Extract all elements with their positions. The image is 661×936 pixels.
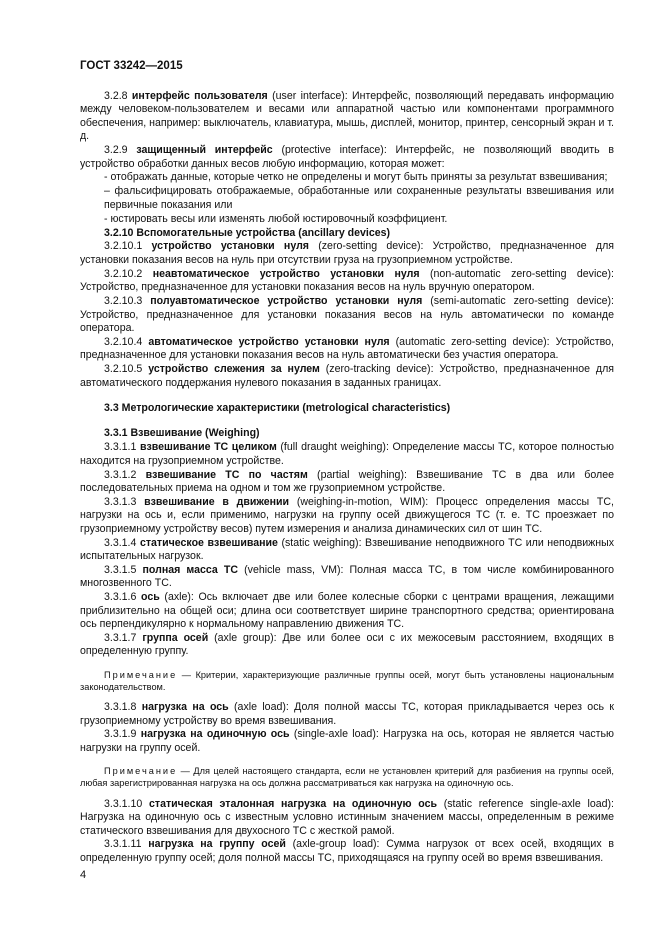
clause-number: 3.3.1.5 — [104, 563, 143, 576]
paragraph-3-3-1-8 — [80, 701, 614, 728]
paragraph-3-2-8 — [80, 90, 614, 144]
paragraph-3-2-10-3 — [80, 295, 614, 335]
term: автоматическое устройство установки нуля — [148, 335, 390, 348]
paragraph-3-3-1-4 — [80, 537, 614, 564]
clause-number: 3.3.1.1 — [104, 441, 141, 454]
definition: (axle-group load): Сумма нагрузок от всех осей, входящих в определенную группу осей; доля полной массы ТС, приходящаяся на группу осей во время взвешивания. — [80, 838, 614, 864]
paragraph-3-3-1-6 — [80, 591, 614, 631]
definition: (zero-tracking device): Устройство, предназначенное для автоматического поддержания нулевого показания в заданных границах. — [80, 363, 615, 389]
definition: (weighing-in-motion, WIM): Процесс определения массы ТС, нагрузки на ось и, если применимо, нагрузки на группу осей движущегося ТС (т. е. ТС проезжает по грузоприемному устройству весов) путем измерения и анализа динамических сил от шин ТС. — [80, 495, 614, 535]
term: статическое взвешивание — [139, 536, 278, 549]
note-1 — [80, 669, 614, 693]
page-number: 4 — [80, 869, 87, 881]
clause-number: 3.3.1.10 — [104, 797, 149, 810]
paragraph-3-3-1-1 — [80, 441, 614, 468]
term: статическая эталонная нагрузка на одиночную ось — [149, 797, 438, 810]
term: нагрузка на группу осей — [148, 838, 286, 851]
paragraph-3-2-10-1 — [80, 240, 614, 267]
document-header: ГОСТ 33242—2015 — [80, 60, 183, 72]
definition: (axle group): Две или более оси с их межосевым расстоянием, входящих в определенную группу. — [80, 631, 614, 658]
paragraph-3-3-1-9 — [80, 728, 614, 755]
term: взвешивание ТС по частям — [145, 468, 308, 481]
note-text: — Для целей настоящего стандарта, если не установлен критерий для разбиения на группы осей, любая зарегистрированная нагрузка на ось должна рассматриваться как нагрузка на одиночную ось. — [80, 766, 614, 789]
section-heading-3-2-10: 3.2.10 Вспомогательные устройства (ancillary devices) — [104, 226, 391, 239]
definition: (full draught weighing): Определение массы ТС, которое полностью находится на грузоприемном устройстве. — [80, 441, 614, 467]
term: устройство слежения за нулем — [148, 363, 320, 376]
paragraph-3-3-1-2 — [80, 469, 614, 496]
term: нагрузка на ось — [141, 701, 229, 714]
definition: (semi-automatic zero-setting device): Устройство, предназначенное для установки показания весов на нуль автоматически по команде оператора. — [80, 295, 615, 334]
paragraph-3-2-10-5 — [80, 363, 614, 390]
definition: (user interface): Интерфейс, позволяющий передавать информацию между человеком-пользователем и весами или аппаратной частью или компонентами программного обеспечения, например: выключатель, клавиатура, мышь, дисплей, монитор, принтер, сенсорный экран и т. д. — [80, 90, 614, 143]
clause-number: 3.2.10.1 — [104, 240, 152, 253]
list-item: - юстировать весы или изменять любой юстировочный коэффициент. — [104, 212, 448, 225]
document-body — [80, 90, 614, 865]
clause-number: 3.2.9 — [104, 144, 137, 157]
term: взвешивание в движении — [144, 495, 290, 508]
clause-number: 3.3.1.2 — [104, 468, 146, 481]
term: группа осей — [142, 631, 209, 644]
definition: (automatic zero-setting device): Устройство, предназначенное для установки показания весов на нуль автоматически без участия оператора. — [80, 335, 615, 362]
definition: (single-axle load): Нагрузка на ось, которая не является частью нагрузки на группу осей. — [80, 728, 615, 754]
term: ось — [141, 591, 160, 604]
definition: (axle): Ось включает две или более колесные сборки с центрами вращения, лежащими приблизительно на общей оси; длина оси соответствует ширине транспортного средства; ориентирована ось перпендикулярно к нормальному направлению движения ТС. — [80, 591, 614, 631]
clause-number: 3.2.10.4 — [104, 335, 149, 348]
definition: (partial weighing): Взвешивание ТС в два или более последовательных приема на одном и том же грузоприемном устройстве. — [80, 468, 614, 494]
paragraph-3-2-10-2 — [80, 268, 614, 295]
note-label: Примечание — [104, 766, 178, 777]
clause-number: 3.3.1.4 — [104, 536, 140, 549]
note-2 — [80, 765, 614, 789]
note-label: Примечание — [104, 669, 178, 680]
section-heading-3-3-1: 3.3.1 Взвешивание (Weighing) — [104, 427, 260, 440]
clause-number: 3.3.1.7 — [104, 631, 143, 644]
term: нагрузка на одиночную ось — [140, 728, 290, 741]
paragraph-3-2-9 — [80, 144, 614, 171]
list-item: - отображать данные, которые четко не определены и могут быть приняты за результат взвешивания; — [104, 171, 608, 184]
term: устройство установки нуля — [151, 240, 309, 253]
clause-number: 3.2.10.5 — [104, 363, 149, 376]
clause-number: 3.3.1.8 — [104, 701, 142, 714]
section-heading-3-3: 3.3 Метрологические характеристики (metrological characteristics) — [104, 401, 451, 414]
paragraph-3-2-10-4 — [80, 336, 614, 363]
paragraph-3-3-1-7 — [80, 632, 614, 659]
definition: (protective interface): Интерфейс, не позволяющий вводить в устройство обработки данных весов любую информацию, которая может: — [80, 144, 614, 170]
clause-number: 3.2.8 — [104, 90, 132, 102]
clause-number: 3.2.10.3 — [104, 295, 151, 308]
note-text: — Критерии, характеризующие различные группы осей, могут быть установлены национальным законодательством. — [80, 669, 614, 692]
paragraph-3-3-1-10 — [80, 798, 614, 838]
paragraph-3-3-1-3 — [80, 496, 614, 536]
term: полная масса ТС — [142, 563, 239, 576]
definition: (non-automatic zero-setting device): Устройство, предназначенное для установки показания весов на нуль вручную оператором. — [80, 267, 614, 294]
list-item: – фальсифицировать отображаемые, обработанные или сохраненные результаты взвешивания или первичные показания или — [104, 185, 614, 211]
paragraph-3-3-1-11 — [80, 838, 614, 865]
definition: (static reference single-axle load): Нагрузка на одиночную ось с известным условно истинным значением массы, определенным в режиме статического взвешивания для двухосного ТС с жесткой рамой. — [80, 797, 614, 837]
clause-number: 3.3.1.9 — [104, 728, 141, 741]
definition: (zero-setting device): Устройство, предназначенное для установки показания весов на нуль при отсутствии груза на грузоприемном устройстве. — [80, 240, 614, 266]
clause-number: 3.3.1.6 — [104, 591, 142, 604]
definition: (axle load): Доля полной массы ТС, которая прикладывается через ось к грузоприемному устройству во время взвешивания. — [80, 701, 614, 727]
definition: (vehicle mass, VM): Полная масса ТС, в том числе комбинированного многозвенного ТС. — [80, 563, 614, 590]
term: защищенный интерфейс — [136, 144, 273, 157]
clause-number: 3.3.1.11 — [104, 838, 149, 851]
term: взвешивание ТС целиком — [140, 441, 277, 454]
term: неавтоматическое устройство установки нуля — [152, 267, 420, 280]
paragraph-3-3-1-5 — [80, 564, 614, 591]
term: интерфейс пользователя — [131, 90, 268, 102]
definition: (static weighing): Взвешивание неподвижного ТС или неподвижных испытательных нагрузок. — [80, 536, 615, 562]
clause-number: 3.3.1.3 — [104, 495, 145, 508]
term: полуавтоматическое устройство установки нуля — [150, 295, 423, 308]
clause-number: 3.2.10.2 — [104, 267, 153, 280]
